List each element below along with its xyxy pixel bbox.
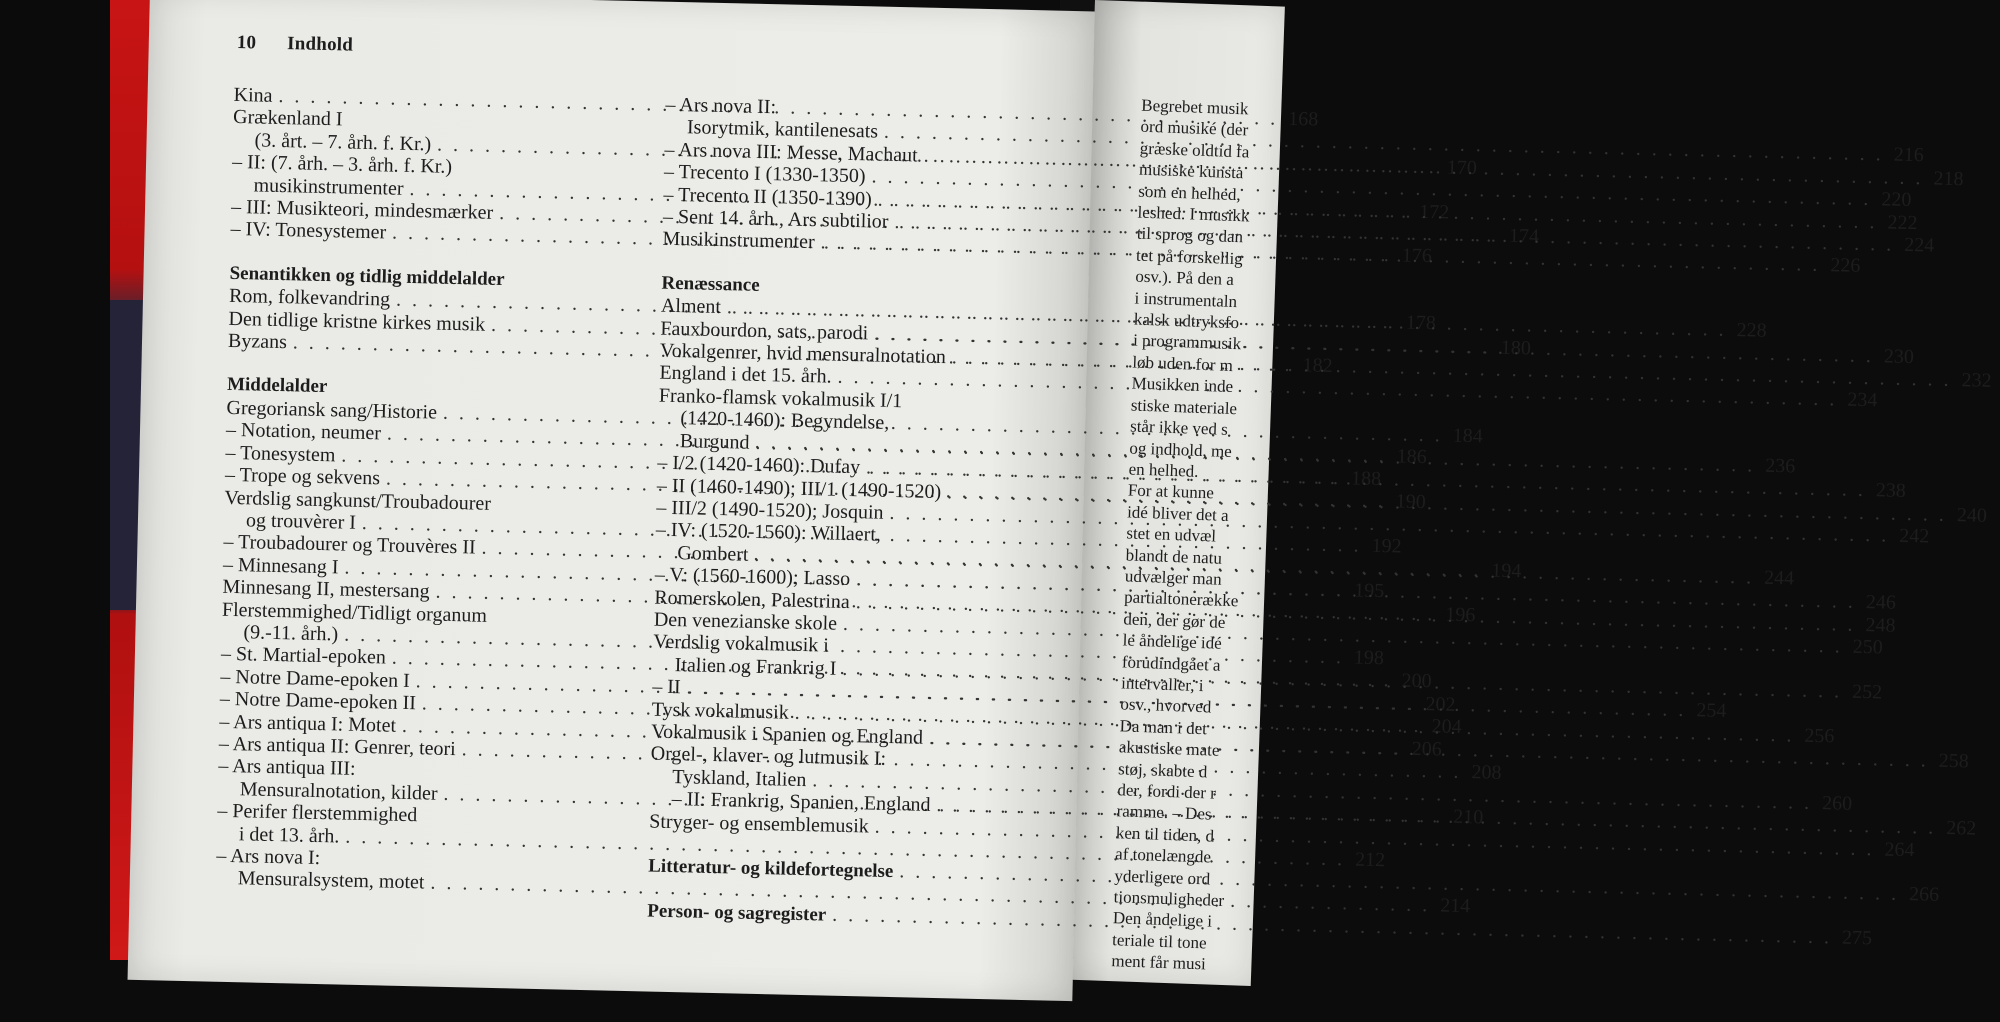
toc-page-number: 275 — [1841, 927, 1873, 950]
toc-entry-title: Byzans — [227, 329, 288, 354]
toc-page-number: 168 — [1288, 107, 1319, 131]
toc-entry-title: Den tidlige kristne kirkes musik — [228, 307, 486, 336]
toc-page-number: 244 — [1763, 566, 1795, 590]
toc-entry-title: Mensuralnotation, kilder — [239, 778, 438, 805]
toc-page-number: 266 — [1908, 883, 1940, 906]
toc-page-number: 192 — [1371, 534, 1402, 558]
toc-page-number: 174 — [1508, 224, 1540, 248]
toc-entry-title: – Trecento II (1350-1390) — [663, 183, 873, 211]
toc-entry-title: og trouvèrer I — [245, 509, 357, 534]
right-page-line: støj, skabte d — [1117, 758, 1208, 781]
toc-page-number: 226 — [1830, 254, 1861, 278]
toc-entry-title: – Tonesystem — [225, 441, 336, 467]
right-page-line: ramme. – Des — [1116, 801, 1212, 824]
right-page-line: ord musiké (der — [1140, 117, 1249, 140]
toc-entry-title: – Notation, neumer — [225, 419, 382, 445]
toc-page-number: 242 — [1899, 524, 1930, 548]
toc-page-number: 212 — [1354, 848, 1386, 871]
toc-page-number: 210 — [1453, 805, 1484, 829]
right-page-line: Musikken inde — [1131, 373, 1234, 397]
toc-page-number: 216 — [1893, 144, 1925, 167]
toc-entry-title: Vokalgenrer, hvid mensuralnotation — [659, 339, 947, 369]
toc-page-number: 182 — [1302, 354, 1333, 377]
toc-entry-title: – II: Frankrig, Spanien, England — [671, 788, 931, 817]
toc-page-number: 234 — [1847, 389, 1878, 412]
right-page-line: akustiske mate — [1118, 737, 1220, 760]
toc-line: Orgel-, klaver- og lutmusik I: — [650, 742, 887, 771]
toc-page-number: 238 — [1875, 479, 1907, 503]
toc-entry-title: Fauxbourdon, sats, parodi — [660, 317, 869, 345]
toc-entry-title: Person- og sagregister — [646, 900, 827, 926]
toc-page-number: 232 — [1961, 369, 1992, 392]
right-page-line: partialtonerække — [1123, 587, 1239, 611]
toc-line: – Perifer flerstemmighed — [217, 799, 418, 827]
toc-page-number: 224 — [1903, 233, 1935, 257]
toc-page-number: 220 — [1881, 188, 1912, 212]
toc-page-number: 184 — [1452, 424, 1483, 448]
toc-line: (1420-1460): Begyndelse, — [680, 407, 890, 435]
right-page-line: leshed. I musikk — [1137, 202, 1250, 226]
toc-entry-title: – St. Martial-epoken — [220, 643, 387, 669]
toc-entry-title: – II — [652, 675, 681, 699]
toc-page-number: 228 — [1736, 319, 1767, 343]
toc-entry-title: Isorytmik, kantilenesats — [686, 116, 879, 143]
page-number: 10 — [236, 31, 257, 54]
right-page-line: løb uden for m — [1132, 352, 1234, 375]
toc-entry-title: – Ars antiqua I: Motet — [219, 710, 397, 737]
toc-page-number: 246 — [1865, 591, 1897, 614]
toc-page-number: 260 — [1821, 791, 1853, 815]
right-page-line: Da man i det — [1119, 716, 1208, 739]
toc-page-number: 222 — [1887, 211, 1918, 234]
right-page-line: Begrebet musik — [1141, 95, 1249, 119]
right-page-line: Den åndelige i — [1112, 908, 1213, 932]
toc-page-number: 250 — [1852, 635, 1884, 659]
toc-entry-title: Gombert — [677, 541, 749, 566]
toc-entry-title: – Sent 14. årh., Ars subtilior — [662, 205, 889, 233]
toc-page-number: 218 — [1933, 167, 1964, 191]
toc-page-number: 196 — [1445, 603, 1476, 627]
toc-entry-title: – Notre Dame-epoken II — [219, 687, 417, 715]
toc-line: – II: (7. årh. – 3. årh. f. Kr.) — [231, 151, 453, 179]
right-page-line: yderligere ord — [1114, 865, 1211, 889]
right-page-line: tet på forskellig — [1135, 245, 1244, 269]
toc-page-number: 236 — [1765, 454, 1796, 478]
toc-entry-title: Rom, folkevandring — [228, 285, 391, 311]
toc-line: – Ars nova I: — [216, 844, 321, 870]
toc-entry-title: – II (1460-1490); III/1 (1490-1520) — [656, 474, 942, 503]
right-page-line: blandt de natu — [1125, 544, 1223, 568]
toc-line: – Ars antiqua III: — [218, 755, 356, 781]
right-page-line: idé bliver det a — [1126, 502, 1229, 525]
toc-line: Franko-flamsk vokalmusik I/1 — [658, 384, 903, 413]
toc-entry-title: Mensuralsystem, motet — [237, 867, 425, 894]
toc-page-number: 200 — [1401, 669, 1432, 693]
toc-page-number: 202 — [1425, 692, 1456, 716]
toc-page-number: 230 — [1883, 345, 1915, 368]
toc-entry-title: – I/2 (1420-1460): Dufay — [657, 451, 861, 479]
right-page-line: tionsmuligheder — [1113, 887, 1225, 911]
toc-page-number: 186 — [1396, 445, 1427, 469]
toc-entry-title: musikinstrumenter — [253, 174, 404, 200]
toc-page-number: 188 — [1350, 467, 1382, 490]
toc-page-number: 194 — [1491, 559, 1522, 583]
toc-page-number: 240 — [1956, 503, 1988, 527]
toc-entry-title: Musikinstrumenter — [662, 228, 815, 254]
right-page-line: til sprog og dan — [1136, 224, 1244, 247]
toc-entry-title: Gregoriansk sang/Historie — [226, 396, 438, 424]
toc-page-number: 198 — [1353, 646, 1385, 670]
toc-page-number: 214 — [1439, 894, 1471, 918]
right-page-line: der, fordi der r — [1117, 780, 1217, 803]
toc-page-number: 208 — [1471, 761, 1502, 784]
right-page-line: står ikke ved s — [1129, 416, 1229, 439]
right-page-line: For at kunne — [1127, 480, 1215, 503]
right-page-line: stet en udvæl — [1126, 523, 1217, 546]
toc-page-number: 252 — [1851, 680, 1883, 704]
right-page-line: den, der gør de — [1123, 609, 1226, 632]
right-page-line: græske oldtid fa — [1139, 138, 1250, 162]
toc-entry-title: Litteratur- og kildefortegnelse — [648, 855, 894, 883]
right-page-line: le åndelige idé — [1122, 630, 1223, 653]
right-page-line: udvælger man — [1124, 566, 1222, 589]
toc-entry-title: (3. årt. – 7. årh. f. Kr.) — [254, 129, 432, 156]
right-page-line: forudindgået a — [1121, 651, 1221, 675]
right-page-line: stiske materiale — [1130, 395, 1238, 418]
toc-entry-title: – Trope og sekvens — [224, 463, 381, 490]
toc-page-number: 258 — [1938, 749, 1970, 773]
toc-entry-title: Alment — [660, 294, 722, 319]
right-page-line: intervaller, i — [1120, 673, 1204, 696]
toc-entry-title: – Trecento I (1330-1350) — [663, 160, 866, 188]
right-page-line: kalsk udtryksfo — [1133, 309, 1240, 333]
toc-page-number: 172 — [1419, 200, 1450, 224]
toc-entry-title: Romerskolen, Palestrina — [654, 586, 851, 613]
toc-page-number: 170 — [1446, 156, 1478, 179]
section-heading: Senantikken og tidlig middelalder — [229, 262, 505, 290]
toc-entry-title: – V: (1560-1600); Lasso — [654, 563, 851, 591]
toc-page-number: 190 — [1395, 490, 1426, 514]
right-page-line: som en helhed, — [1138, 181, 1242, 204]
right-page-line: en helhed. — [1128, 459, 1199, 481]
toc-line: Flerstemmighed/Tidligt organum — [221, 598, 488, 627]
toc-line: – IV: (1520-1560): Willaert, — [655, 518, 882, 547]
page-title: Indhold — [286, 33, 354, 56]
toc-page-number: 178 — [1405, 311, 1437, 335]
toc-page-number: 206 — [1411, 737, 1443, 761]
toc-page-number: 254 — [1696, 699, 1727, 723]
toc-entry-title: – Troubadourer og Trouvères II — [223, 531, 476, 559]
toc-page-number: 204 — [1431, 715, 1462, 739]
toc-entry-title: Stryger- og ensemblemusik — [649, 810, 870, 838]
toc-entry-title: Tyskland, Italien — [672, 765, 807, 791]
toc-entry-title: – Ars nova III: Messe, Machaut — [664, 138, 918, 167]
right-page-line: i instrumentaln — [1134, 288, 1238, 311]
toc-entry-title: Kina — [233, 83, 273, 107]
page-header — [237, 32, 354, 57]
right-page-line: ment får musi — [1111, 951, 1207, 974]
toc-entry-title: – IV: Tonesystemer — [230, 218, 387, 244]
toc-line: – Ars nova II: — [665, 93, 777, 119]
right-page-line: teriale til tone — [1111, 930, 1207, 953]
toc-page-number: 264 — [1884, 838, 1915, 861]
right-page-line: osv., hvorved — [1120, 694, 1212, 717]
toc-line: Verdslig sangkunst/Troubadourer — [224, 486, 492, 515]
toc-entry-title: Minnesang II, mestersang — [222, 575, 430, 603]
right-page-line: musiske kunsta — [1138, 159, 1244, 183]
toc-entry-title: England i det 15. årh. — [659, 362, 832, 389]
toc-page-number: 195 — [1353, 579, 1385, 602]
toc-entry-title: Burgund — [679, 429, 750, 454]
toc-entry-title: (9.-11. årh.) — [243, 621, 339, 646]
toc-line: Verdslig vokalmusik i — [653, 630, 830, 657]
right-page-line: og indhold, me — [1129, 437, 1233, 461]
toc-entry-title: – Ars antiqua II: Genrer, teori — [218, 732, 457, 761]
toc-page-number: 180 — [1500, 336, 1532, 360]
toc-entry-title: Vokalmusik i Spanien og England — [651, 720, 924, 749]
toc-page-number: 256 — [1804, 724, 1835, 747]
right-page-line: ken til tiden, d — [1115, 823, 1215, 846]
toc-entry-title: – III: Musikteori, mindesmærker — [230, 195, 494, 224]
section-heading: Renæssance — [661, 272, 760, 296]
toc-entry-title: – Minnesang I — [222, 553, 339, 579]
toc-page-number: 176 — [1401, 244, 1433, 268]
toc-page-number: 248 — [1865, 613, 1896, 637]
toc-entry-title: – III/2 (1490-1520); Josquin — [656, 496, 884, 524]
toc-entry-title: Den venezianske skole — [653, 608, 838, 635]
toc-line: Grækenland I — [232, 106, 343, 131]
right-page-line: af tonelængde — [1114, 844, 1212, 867]
section-heading: Middelalder — [226, 374, 328, 398]
toc-entry-title: i det 13. årh. — [238, 822, 340, 848]
toc-entry-title: Italien og Frankrig I — [674, 653, 837, 680]
right-page-line: i programmusik — [1132, 331, 1242, 354]
right-page-line: osv.). På den a — [1135, 266, 1235, 290]
toc-entry-title: – Notre Dame-epoken I — [220, 665, 411, 692]
toc-entry-title: Tysk vokalmusik — [651, 698, 789, 724]
toc-page-number: 262 — [1946, 817, 1977, 840]
